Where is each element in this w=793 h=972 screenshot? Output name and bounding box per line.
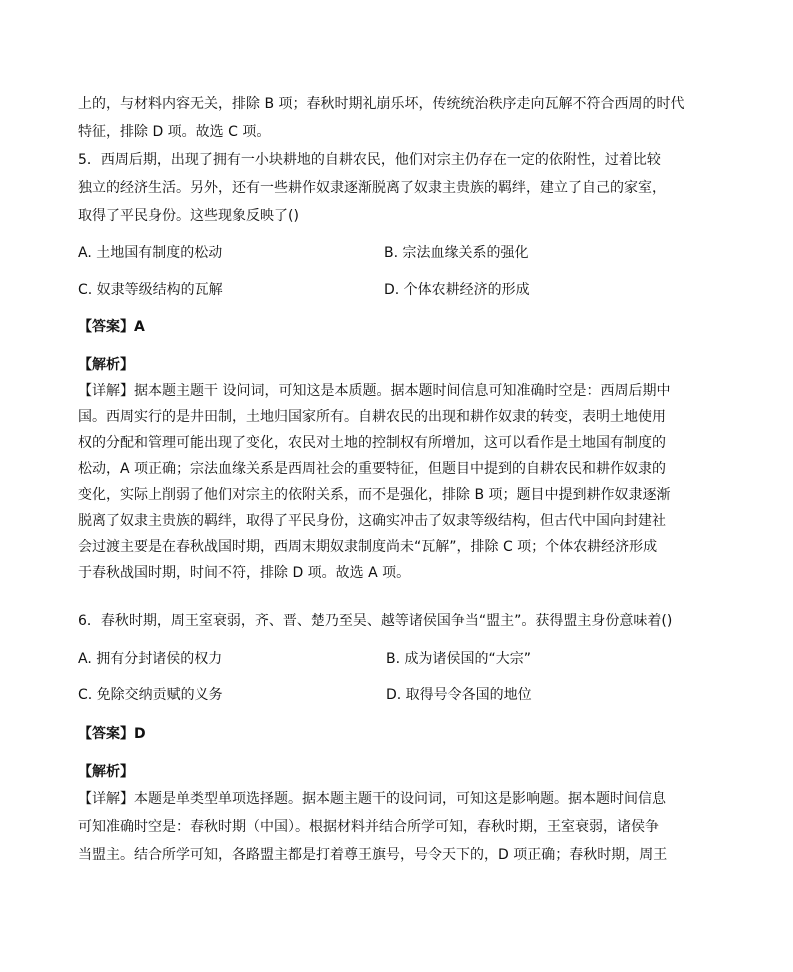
q6-option-a: A. 拥有分封诸侯的权力 bbox=[78, 651, 223, 667]
continuation-line: 特征，排除 D 项。故选 C 项。 bbox=[78, 124, 271, 140]
q6-option-b: B. 成为诸侯国的“大宗” bbox=[386, 651, 532, 667]
q5-option-b: B. 宗法血缘关系的强化 bbox=[384, 245, 529, 261]
q6-analysis-line: 当盟主。结合所学可知，各路盟主都是打着尊王旗号，号令天下的，D 项正确；春秋时期，周王 bbox=[78, 847, 668, 863]
q6-option-c: C. 免除交纳贡赋的义务 bbox=[78, 687, 223, 703]
q6-answer: 【答案】D bbox=[78, 726, 146, 742]
q5-analysis-line: 会过渡主要是在春秋战国时期，西周末期奴隶制度尚未“瓦解”，排除 C 项；个体农耕经济形成 bbox=[78, 539, 658, 555]
q6-analysis-line: 【详解】本题是单类型单项选择题。据本题主题干的设问词，可知这是影响题。据本题时间信息 bbox=[78, 791, 666, 807]
q6-analysis-line: 可知准确时空是：春秋时期（中国）。根据材料并结合所学可知，春秋时期，王室衰弱，诸侯争 bbox=[78, 819, 659, 835]
q5-analysis-line: 松动，A 项正确；宗法血缘关系是西周社会的重要特征，但题目中提到的自耕农民和耕作奴隶的 bbox=[78, 461, 667, 477]
q5-analysis-label: 【解析】 bbox=[78, 357, 134, 373]
q5-analysis-line: 脱离了奴隶主贵族的羁绊，取得了平民身份，这确实冲击了奴隶等级结构，但古代中国向封建社 bbox=[78, 513, 666, 529]
q5-analysis-line: 变化，实际上削弱了他们对宗主的依附关系，而不是强化，排除 B 项；题目中提到耕作奴隶逐渐 bbox=[78, 487, 671, 503]
q5-analysis-line: 于春秋战国时期，时间不符，排除 D 项。故选 A 项。 bbox=[78, 565, 411, 581]
q5-analysis-line: 【详解】据本题主题干 设问词，可知这是本质题。据本题时间信息可知准确时空是：西周后期中 bbox=[78, 383, 671, 399]
q6-option-d: D. 取得号令各国的地位 bbox=[386, 687, 532, 703]
q5-option-d: D. 个体农耕经济的形成 bbox=[384, 282, 530, 298]
q6-analysis-label: 【解析】 bbox=[78, 764, 134, 780]
q5-analysis-line: 国。西周实行的是井田制，土地归国家所有。自耕农民的出现和耕作奴隶的转变，表明土地使用 bbox=[78, 409, 666, 425]
q5-option-c: C. 奴隶等级结构的瓦解 bbox=[78, 282, 223, 298]
q5-stem-line: 独立的经济生活。另外，还有一些耕作奴隶逐渐脱离了奴隶主贵族的羁绊，建立了自己的家室， bbox=[78, 180, 666, 196]
q5-answer: 【答案】A bbox=[78, 319, 145, 335]
q6-stem-line: 6．春秋时期，周王室衰弱，齐、晋、楚乃至吴、越等诸侯国争当“盟主”。获得盟主身份意味着() bbox=[78, 613, 673, 629]
continuation-line: 上的，与材料内容无关，排除 B 项；春秋时期礼崩乐坏，传统统治秩序走向瓦解不符合西周的时代 bbox=[78, 96, 685, 112]
q5-option-a: A. 土地国有制度的松动 bbox=[78, 245, 223, 261]
q5-stem-line: 取得了平民身份。这些现象反映了() bbox=[78, 208, 299, 224]
q5-analysis-line: 权的分配和管理可能出现了变化，农民对土地的控制权有所增加，这可以看作是土地国有制度的 bbox=[78, 435, 666, 451]
q5-stem-line: 5．西周后期，出现了拥有一小块耕地的自耕农民，他们对宗主仍存在一定的依附性，过着比较 bbox=[78, 152, 661, 168]
